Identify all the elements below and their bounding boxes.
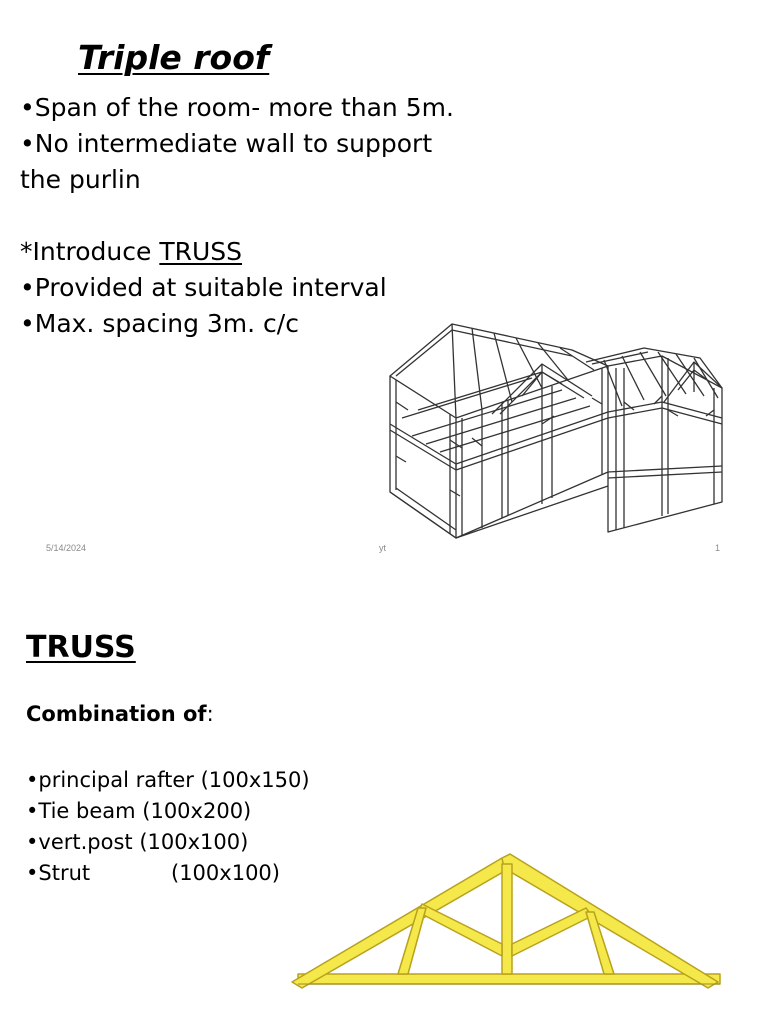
item-label: •Tie beam: [26, 799, 136, 823]
item-dimension: (100x100): [139, 830, 249, 854]
slide-2: [0, 576, 768, 1024]
list-item: [26, 827, 310, 858]
item-dimension: (100x150): [200, 768, 310, 792]
footer-date: 5/14/2024: [46, 543, 87, 553]
bullet-item: the purlin: [20, 165, 141, 194]
list-item: [26, 858, 310, 889]
intro-emphasis: TRUSS: [159, 237, 243, 266]
item-dimension: (100x100): [171, 861, 280, 885]
bullet-item: •Span of the room- more than 5m.: [20, 93, 454, 122]
item-label: •vert.post: [26, 830, 133, 854]
bullet-item: •Max. spacing 3m. c/c: [20, 309, 299, 338]
footer-page-number: 1: [715, 543, 721, 553]
bullet-item: •Provided at suitable interval: [20, 273, 387, 302]
subtitle: [26, 702, 214, 726]
timber-frame-illustration: [372, 306, 744, 542]
component-list: [26, 765, 310, 889]
subtitle-colon: :: [206, 702, 214, 726]
slide-title: TRUSS: [26, 630, 136, 665]
list-item: [26, 765, 310, 796]
truss-illustration: [288, 832, 748, 1024]
bullet-item: •No intermediate wall to support: [20, 129, 433, 158]
footer-center: yt: [379, 543, 387, 553]
intro-prefix: *Introduce: [20, 237, 160, 266]
list-item: [26, 796, 310, 827]
item-dimension: (100x200): [142, 799, 252, 823]
intro-line: [20, 234, 540, 270]
item-label: •principal rafter: [26, 768, 194, 792]
bullet-list: [20, 90, 540, 342]
item-label: •Strut: [26, 861, 91, 885]
subtitle-text: Combination of: [26, 702, 207, 726]
slide-title: Triple roof: [78, 38, 270, 77]
